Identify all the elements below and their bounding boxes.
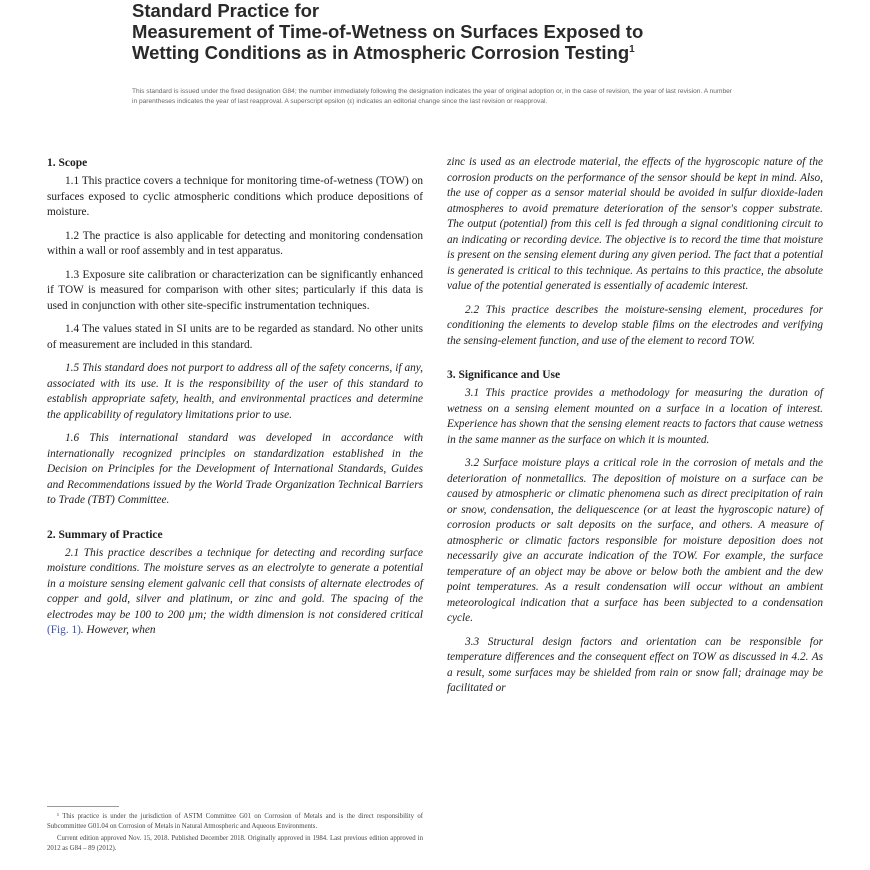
title-line-1: Standard Practice for — [132, 0, 320, 21]
title-line-3 — [132, 42, 772, 63]
paragraph-2-2: 2.2 This practice describes the moisture-sensing element, procedures for conditioning the elements to develop stable films on the electrodes and verifying the sensing-element function, and use of the element to record TOW. — [447, 303, 823, 347]
section-heading-scope: 1. Scope — [47, 157, 88, 169]
left-column — [47, 155, 423, 647]
paragraph-1-5: 1.5 This standard does not purport to address all of the safety concerns, if any, associated with its use. It is the responsibility of the user of this standard to establish appropriate safety, health, and environmental practices and determine the applicability of regulatory limitations prior to use. — [47, 362, 423, 421]
right-column — [447, 155, 823, 705]
designation-note: This standard is issued under the fixed designation G84; the number immediately following the designation indicates the year of original adoption or, in the case of revision, the year of last revision. A number in parentheses indicates the year of last reapproval. A superscript epsilon (ε) indicates an editorial change since the last revision or reapproval. — [132, 88, 732, 105]
title-line-2: Measurement of Time-of-Wetness on Surfaces Exposed to — [132, 21, 644, 42]
footnote-divider — [47, 806, 119, 807]
section-heading-significance: 3. Significance and Use — [447, 369, 561, 381]
title-footnote-mark: 1 — [629, 43, 635, 55]
paragraph-2-1 — [47, 546, 423, 639]
paragraph-1-4: 1.4 The values stated in SI units are to be regarded as standard. No other units of measurement are included in this standard. — [47, 323, 423, 351]
paragraph-1-6: 1.6 This international standard was developed in accordance with internationally recognized principles on standardization established in the Decision on Principles for the Development of International Standards, Guides and Recommendations issued by the World Trade Organization Technical Barriers to Trade (TBT) Committee. — [47, 432, 423, 506]
figure-1-link[interactable]: (Fig. 1) — [47, 624, 81, 636]
paragraph-1-3: 1.3 Exposure site calibration or characterization can be significantly enhanced if TOW is measured for comparison with other sites; particularly if this data is used in conjunction with other site-specific instrumentation techniques. — [47, 268, 423, 312]
paragraph-1-1: 1.1 This practice covers a technique for monitoring time-of-wetness (TOW) on surfaces exposed to cyclic atmospheric conditions which produce depositions of moisture. — [47, 175, 423, 218]
paragraph-2-1-continued: zinc is used as an electrode material, the effects of the hygroscopic nature of the corrosion products on the performance of the sensor should be kept in mind. Also, the use of copper as a sensor material should be avoided in sulfur dioxide-laden atmospheres to avoid premature deterioration of the sensor's copper substrate. The output (potential) from this cell is fed through a signal conditioning circuit to an indicating or recording device. The objective is to record the time that moisture is present on the sensing element during any given period. The fact that a potential is generated is critical to this technique. As pertains to this practice, the absolute value of the potential generated is essentially of academic interest. — [447, 156, 823, 292]
document-title — [132, 0, 772, 63]
paragraph-3-1: 3.1 This practice provides a methodology for measuring the duration of wetness on a sensing element mounted on a surface in a location of interest. Experience has shown that the sensing element reacts to factors that cause wetness in the same manner as the surface on which it is mounted. — [447, 387, 823, 446]
paragraph-3-3: 3.3 Structural design factors and orientation can be responsible for temperature differences and the consequent effect on TOW as discussed in 4.2. As a result, some surfaces may be shielded from rain or snow fall; drainage may be facilitated or — [447, 635, 823, 694]
title-line-3-text: Wetting Conditions as in Atmospheric Corrosion Testing — [132, 42, 630, 63]
paragraph-2-1-text-b: . However, when — [80, 624, 156, 636]
paragraph-3-2: 3.2 Surface moisture plays a critical role in the corrosion of metals and the deterioration of nonmetallics. The deposition of moisture on a surface can be caused by atmospheric or climatic phenomena such as direct precipitation of rain or snow, condensation, the deliquescence (or at least the hygroscopic nature) of corrosion products or salt deposits on the surface, and others. A measure of atmospheric or climatic factors responsible for moisture deposition does not necessarily give an accurate indication of the TOW. For example, the surface temperature of an object may be above or below both the ambient and the dew point temperatures. As a result condensation will occur without an ambient meteorological indication that a surface has been subjected to a condensation cycle. — [447, 457, 823, 624]
paragraph-1-2: 1.2 The practice is also applicable for detecting and monitoring condensation within a wall or roof assembly and in test apparatus. — [47, 229, 423, 257]
footnotes — [47, 812, 423, 856]
paragraph-2-1-text-a: 2.1 This practice describes a technique for detecting and recording surface moisture conditions. The moisture serves as an electrolyte to generate a potential in a moisture sensing element galvanic cell that consists of alternate electrodes of copper and gold, silver and platinum, or zinc and gold. The spacing of the electrodes may be 100 to 200 µm; the width dimension is not considered critical — [47, 546, 423, 621]
section-heading-summary: 2. Summary of Practice — [47, 528, 163, 541]
footnote-2: Current edition approved Nov. 15, 2018. Published December 2018. Originally approved in 1984. Last previous edition approved in 2012 as G84 – 89 (2012). — [47, 835, 423, 852]
footnote-1: ¹ This practice is under the jurisdiction of ASTM Committee G01 on Corrosion of Metals and is the direct responsibility of Subcommittee G01.04 on Corrosion of Metals in Natural Atmospheric and Aqueous Environments. — [47, 813, 423, 830]
